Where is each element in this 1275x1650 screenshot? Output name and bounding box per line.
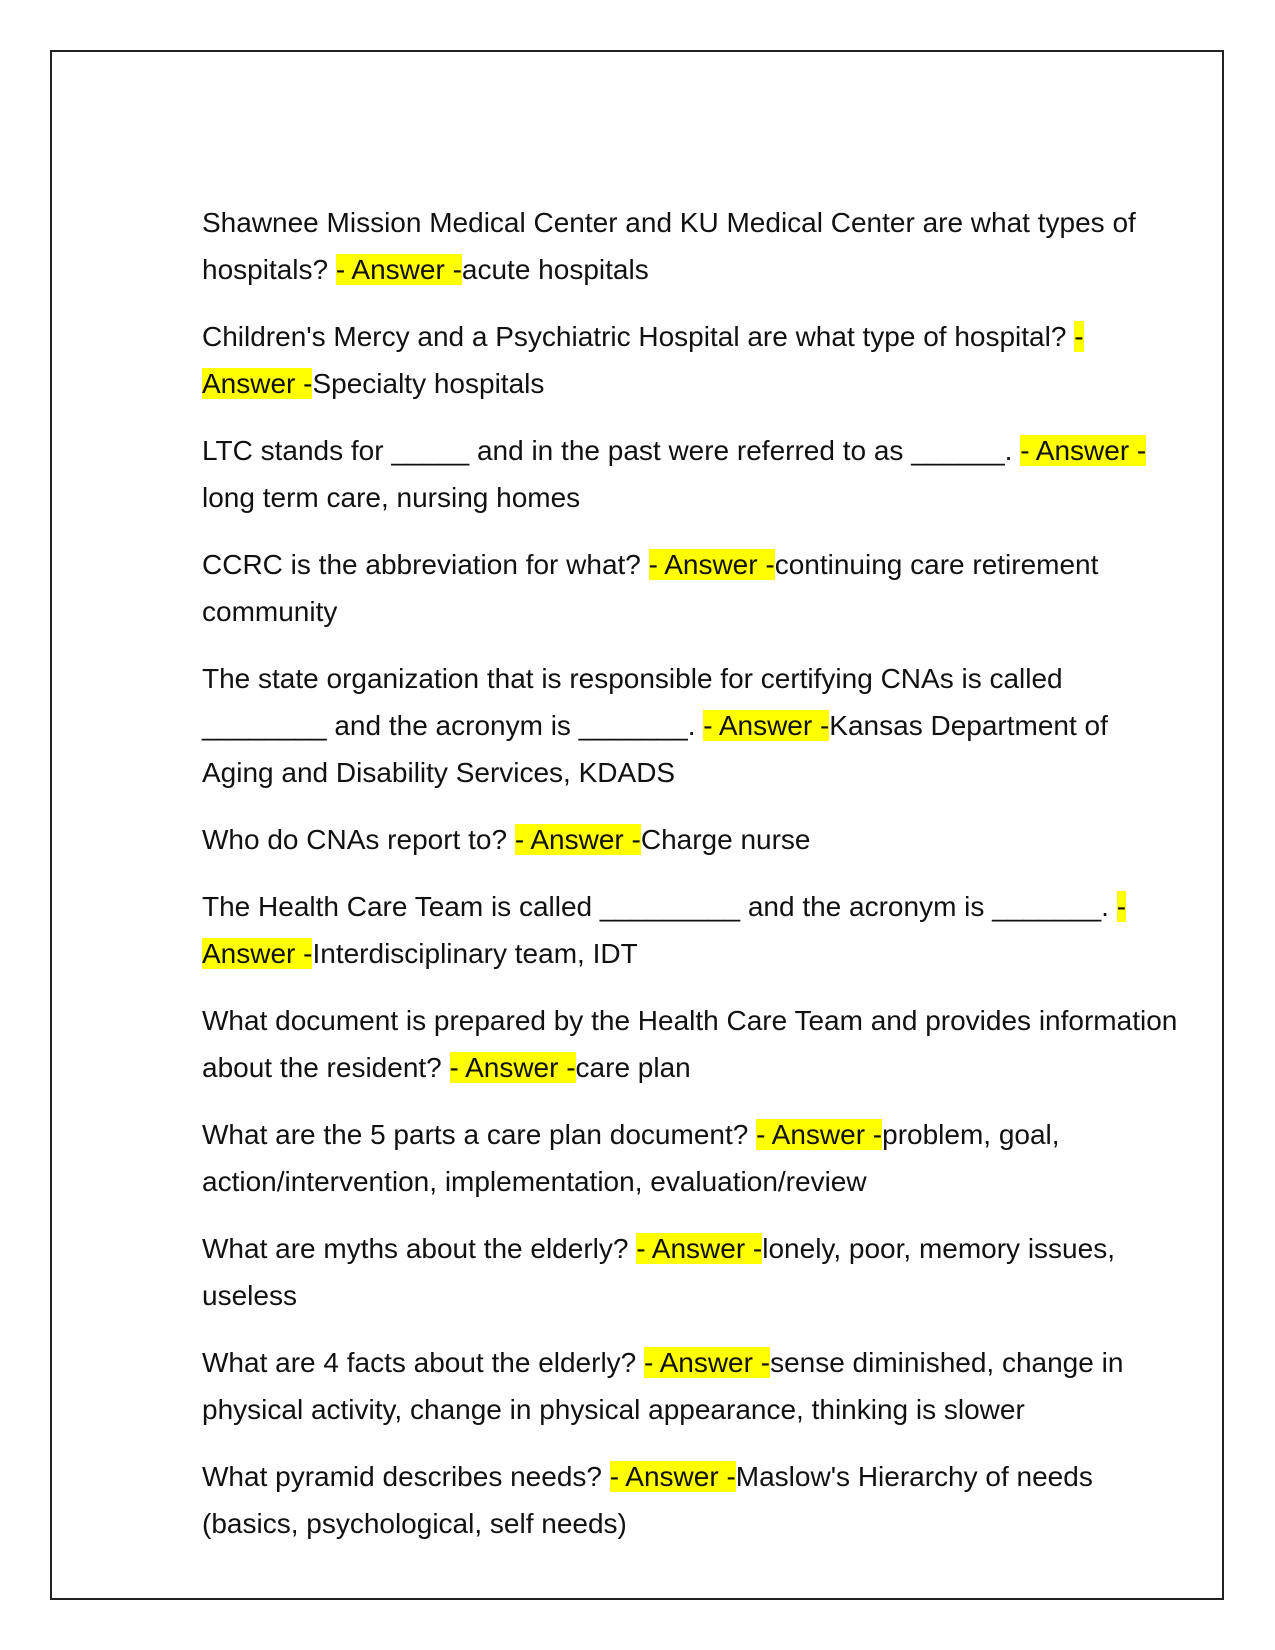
- answer-text: continuing care retirement community: [202, 549, 1099, 627]
- answer-marker: - Answer -: [644, 1347, 771, 1378]
- answer-marker: - Answer -: [335, 254, 462, 285]
- answer-text: sense diminished, change in physical activity, change in physical appearance, thinking is slower: [202, 1347, 1124, 1425]
- answer-text: Interdisciplinary team, IDT: [312, 938, 638, 969]
- answer-text: problem, goal, action/intervention, implementation, evaluation/review: [202, 1119, 1060, 1197]
- answer-marker: - Answer -: [202, 891, 1127, 969]
- qa-item: [202, 313, 1182, 407]
- answer-marker: - Answer -: [609, 1461, 736, 1492]
- qa-item: [202, 883, 1182, 977]
- question-text: Shawnee Mission Medical Center and KU Medical Center are what types of hospitals?: [202, 207, 1136, 285]
- qa-item: [202, 427, 1182, 521]
- answer-text: Charge nurse: [640, 824, 811, 855]
- qa-item: [202, 816, 1182, 863]
- question-text: Who do CNAs report to?: [202, 824, 515, 855]
- answer-text: Kansas Department of Aging and Disability Services, KDADS: [202, 710, 1108, 788]
- qa-item: [202, 655, 1182, 796]
- answer-text: long term care, nursing homes: [202, 482, 581, 513]
- question-text: The Health Care Team is called _________ and the acronym is _______.: [202, 891, 1117, 922]
- question-text: LTC stands for _____ and in the past were referred to as ______.: [202, 435, 1021, 466]
- question-text: What document is prepared by the Health Care Team and provides information about the resident?: [202, 1005, 1178, 1083]
- qa-item: [202, 1111, 1182, 1205]
- answer-marker: - Answer -: [449, 1052, 576, 1083]
- qa-list: [202, 199, 1182, 1567]
- qa-item: [202, 1339, 1182, 1433]
- qa-item: [202, 997, 1182, 1091]
- question-text: What are myths about the elderly?: [202, 1233, 637, 1264]
- answer-text: lonely, poor, memory issues, useless: [202, 1233, 1115, 1311]
- question-text: What are 4 facts about the elderly?: [202, 1347, 645, 1378]
- answer-text: acute hospitals: [461, 254, 649, 285]
- question-text: The state organization that is responsible for certifying CNAs is called ________ and the acronym is _______.: [202, 663, 1063, 741]
- qa-item: [202, 1225, 1182, 1319]
- question-text: CCRC is the abbreviation for what?: [202, 549, 649, 580]
- question-text: What pyramid describes needs?: [202, 1461, 610, 1492]
- answer-text: Maslow's Hierarchy of needs (basics, psychological, self needs): [202, 1461, 1093, 1539]
- qa-item: [202, 1453, 1182, 1547]
- question-text: What are the 5 parts a care plan document?: [202, 1119, 757, 1150]
- answer-marker: - Answer -: [636, 1233, 763, 1264]
- answer-marker: - Answer -: [703, 710, 830, 741]
- page-frame: [50, 50, 1224, 1600]
- question-text: Children's Mercy and a Psychiatric Hospital are what type of hospital?: [202, 321, 1075, 352]
- answer-marker: - Answer -: [648, 549, 775, 580]
- answer-marker: - Answer -: [1020, 435, 1147, 466]
- qa-item: [202, 199, 1182, 293]
- answer-marker: - Answer -: [514, 824, 641, 855]
- answer-marker: - Answer -: [756, 1119, 883, 1150]
- answer-marker: - Answer -: [202, 321, 1084, 399]
- qa-item: [202, 541, 1182, 635]
- answer-text: Specialty hospitals: [312, 368, 545, 399]
- answer-text: care plan: [575, 1052, 691, 1083]
